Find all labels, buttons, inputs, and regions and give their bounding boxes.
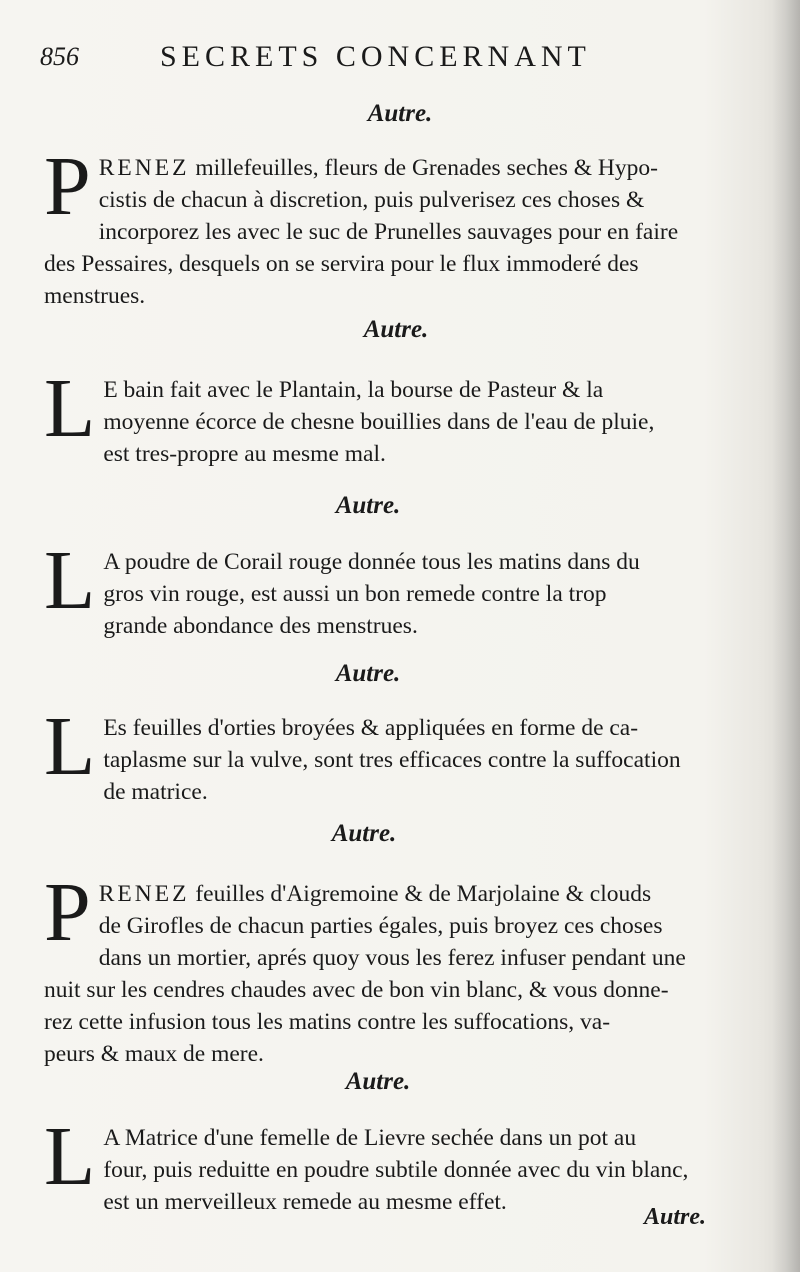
section-heading: Autre. [335,660,401,687]
page-edge-shadow [772,0,800,1272]
drop-cap: P [44,866,91,959]
page-number: 856 [40,42,79,71]
drop-cap: L [44,534,96,627]
text-line: peurs & maux de mere. [44,1041,264,1067]
recipe-paragraph [44,866,696,1070]
catchword: Autre. [643,1204,706,1230]
section-heading: Autre. [363,316,429,343]
text-line: Es feuilles d'orties broyées & appliquées en forme de ca- [103,715,639,741]
recipe-paragraph [44,534,696,642]
text-line: menstrues. [44,283,146,309]
opening-word: RENEZ [98,155,190,181]
text-line: moyenne écorce de chesne bouillies dans de l'eau de pluie, [103,409,655,435]
opening-word: RENEZ [98,881,190,907]
section-heading: Autre. [367,100,433,127]
text-line: E bain fait avec le Plantain, la bourse de Pasteur & la [103,377,604,403]
text-line: cistis de chacun à discretion, puis pulverisez ces choses & [98,187,645,213]
text-line: de Girofles de chacun parties égales, puis broyez ces choses [98,913,663,939]
recipe-paragraph [44,362,696,470]
section-heading: Autre. [335,492,401,519]
text-line: A poudre de Corail rouge donnée tous les matins dans du [103,549,640,575]
recipe-paragraph [44,140,696,312]
text-line: incorporez les avec le suc de Prunelles sauvages pour en faire [98,219,679,245]
section-heading: Autre. [345,1068,411,1095]
recipe-paragraph [44,1110,696,1218]
drop-cap: P [44,140,91,233]
text-line: four, puis reduitte en poudre subtile donnée avec du vin blanc, [103,1157,689,1183]
section-heading: Autre. [331,820,397,847]
text-line: taplasme sur la vulve, sont tres efficaces contre la suffocation [103,747,681,773]
drop-cap: L [44,700,96,793]
text-line: est tres-propre au mesme mal. [103,441,386,467]
drop-cap: L [44,362,96,455]
text-line: A Matrice d'une femelle de Lievre sechée dans un pot au [103,1125,637,1151]
text-line: est un merveilleux remede au mesme effet. [103,1189,507,1215]
page-header [40,40,600,80]
text-line: dans un mortier, aprés quoy vous les ferez infuser pendant une [98,945,686,971]
text-line: des Pessaires, desquels on se servira pour le flux immoderé des [44,251,639,277]
text-line: grande abondance des menstrues. [103,613,418,639]
text-line: gros vin rouge, est aussi un bon remede contre la trop [103,581,607,607]
text-line: de matrice. [103,779,208,805]
text-line: nuit sur les cendres chaudes avec de bon vin blanc, & vous donne- [44,977,669,1003]
text-line: feuilles d'Aigremoine & de Marjolaine & clouds [189,881,652,907]
text-line: millefeuilles, fleurs de Grenades seches & Hypo- [189,155,658,181]
drop-cap: L [44,1110,96,1203]
running-head: SECRETS CONCERNANT [160,40,591,73]
text-line: rez cette infusion tous les matins contre les suffocations, va- [44,1009,611,1035]
recipe-paragraph [44,700,696,808]
